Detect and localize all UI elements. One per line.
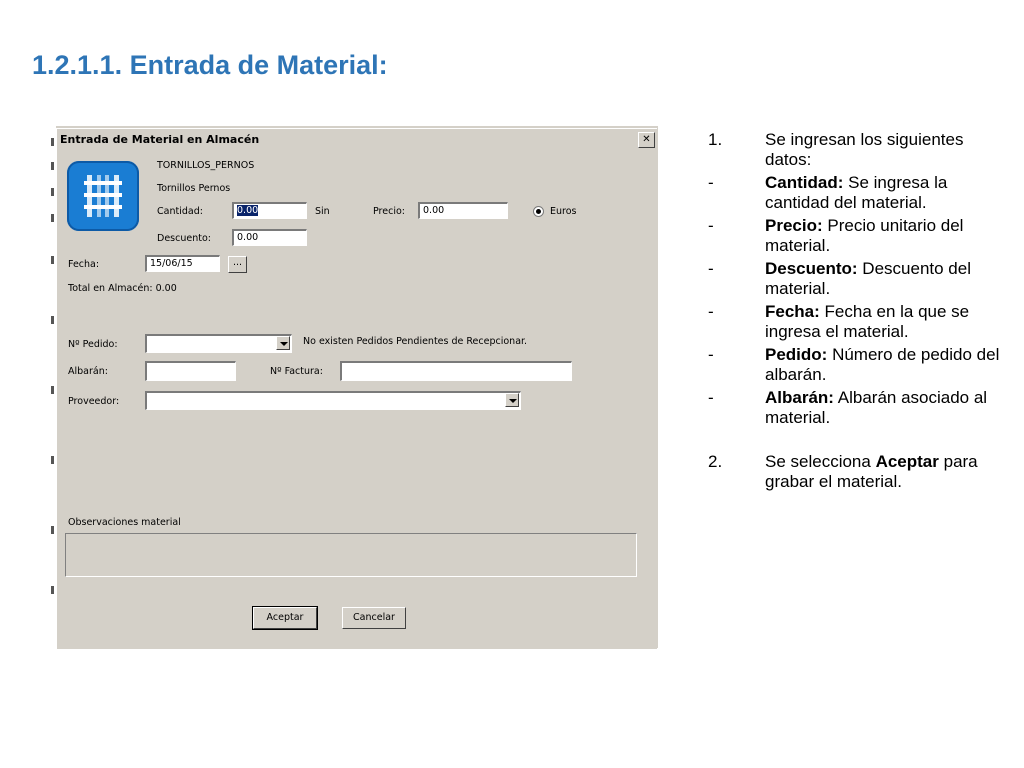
sin-label: Sin bbox=[315, 206, 330, 217]
note-item bbox=[708, 302, 1008, 342]
cantidad-label: Cantidad: bbox=[157, 206, 203, 217]
pedido-combo[interactable] bbox=[145, 334, 292, 353]
instructions-panel bbox=[708, 130, 1008, 495]
bullet-marker: - bbox=[708, 388, 714, 407]
fecha-label: Fecha: bbox=[68, 259, 100, 270]
observaciones-textarea[interactable] bbox=[65, 533, 637, 577]
item-text: Número de pedido del albarán. bbox=[765, 345, 1000, 384]
fecha-input[interactable] bbox=[145, 255, 220, 272]
euros-radio[interactable] bbox=[533, 206, 544, 217]
albaran-label: Albarán: bbox=[68, 366, 108, 377]
pedido-label: Nº Pedido: bbox=[68, 339, 118, 350]
item-term: Cantidad: bbox=[765, 173, 844, 192]
cantidad-input[interactable] bbox=[232, 202, 307, 219]
step-1-text: Se ingresan los siguientes datos: bbox=[765, 130, 964, 169]
precio-label: Precio: bbox=[373, 206, 405, 217]
descuento-label: Descuento: bbox=[157, 233, 211, 244]
bullet-marker: - bbox=[708, 216, 714, 235]
fecha-value: 15/06/15 bbox=[150, 258, 193, 269]
material-entry-dialog bbox=[56, 128, 657, 649]
bullet-marker: - bbox=[708, 345, 714, 364]
bullet-marker: - bbox=[708, 173, 714, 192]
shelf-icon bbox=[67, 161, 139, 231]
factura-input[interactable] bbox=[340, 361, 572, 381]
note-item bbox=[708, 345, 1008, 385]
pedido-message: No existen Pedidos Pendientes de Recepcionar. bbox=[303, 336, 528, 347]
bullet-marker: - bbox=[708, 259, 714, 278]
euros-label: Euros bbox=[550, 206, 577, 217]
item-text: Albarán asociado al material. bbox=[765, 388, 988, 427]
note-item bbox=[708, 216, 1008, 256]
bullet-marker: - bbox=[708, 302, 714, 321]
step-2-text-pre: Se selecciona bbox=[765, 452, 876, 471]
dialog-titlebar[interactable] bbox=[57, 129, 657, 151]
cantidad-value: 0.00 bbox=[237, 205, 259, 216]
dialog-title: Entrada de Material en Almacén bbox=[60, 133, 260, 146]
albaran-input[interactable] bbox=[145, 361, 236, 381]
aceptar-button[interactable]: Aceptar bbox=[253, 607, 317, 629]
chevron-down-icon[interactable] bbox=[276, 336, 290, 350]
note-item bbox=[708, 388, 1008, 428]
total-almacen: Total en Almacén: 0.00 bbox=[68, 283, 177, 294]
close-button[interactable] bbox=[638, 132, 655, 148]
factura-label: Nº Factura: bbox=[270, 366, 323, 377]
note-item bbox=[708, 173, 1008, 213]
step-2-term: Aceptar bbox=[875, 452, 939, 471]
item-text: Fecha en la que se ingresa el material. bbox=[765, 302, 970, 341]
item-term: Pedido: bbox=[765, 345, 828, 364]
descuento-value: 0.00 bbox=[237, 232, 259, 243]
date-picker-button[interactable]: ... bbox=[228, 256, 247, 273]
cancelar-button[interactable]: Cancelar bbox=[342, 607, 406, 629]
precio-input[interactable] bbox=[418, 202, 508, 219]
slide-title: 1.2.1.1. Entrada de Material: bbox=[32, 50, 388, 80]
descuento-input[interactable] bbox=[232, 229, 307, 246]
note-step-2 bbox=[708, 452, 1008, 492]
item-text: Precio unitario del material. bbox=[765, 216, 964, 255]
precio-value: 0.00 bbox=[423, 205, 445, 216]
close-icon: ✕ bbox=[642, 134, 651, 145]
proveedor-combo[interactable] bbox=[145, 391, 521, 410]
step-2-text-post: para grabar el material. bbox=[765, 452, 978, 491]
item-term: Albarán: bbox=[765, 388, 834, 407]
note-item bbox=[708, 259, 1008, 299]
chevron-down-icon[interactable] bbox=[505, 393, 519, 407]
step-2-marker: 2. bbox=[708, 452, 723, 471]
item-term: Fecha: bbox=[765, 302, 820, 321]
proveedor-label: Proveedor: bbox=[68, 396, 120, 407]
item-term: Precio: bbox=[765, 216, 823, 235]
note-step-1 bbox=[708, 130, 1008, 170]
observaciones-label: Observaciones material bbox=[68, 517, 181, 528]
step-1-marker: 1. bbox=[708, 130, 723, 149]
item-text: Descuento del material. bbox=[765, 259, 971, 298]
material-code: TORNILLOS_PERNOS bbox=[157, 160, 255, 171]
material-name: Tornillos Pernos bbox=[157, 183, 231, 194]
item-text: Se ingresa la cantidad del material. bbox=[765, 173, 948, 212]
item-term: Descuento: bbox=[765, 259, 858, 278]
